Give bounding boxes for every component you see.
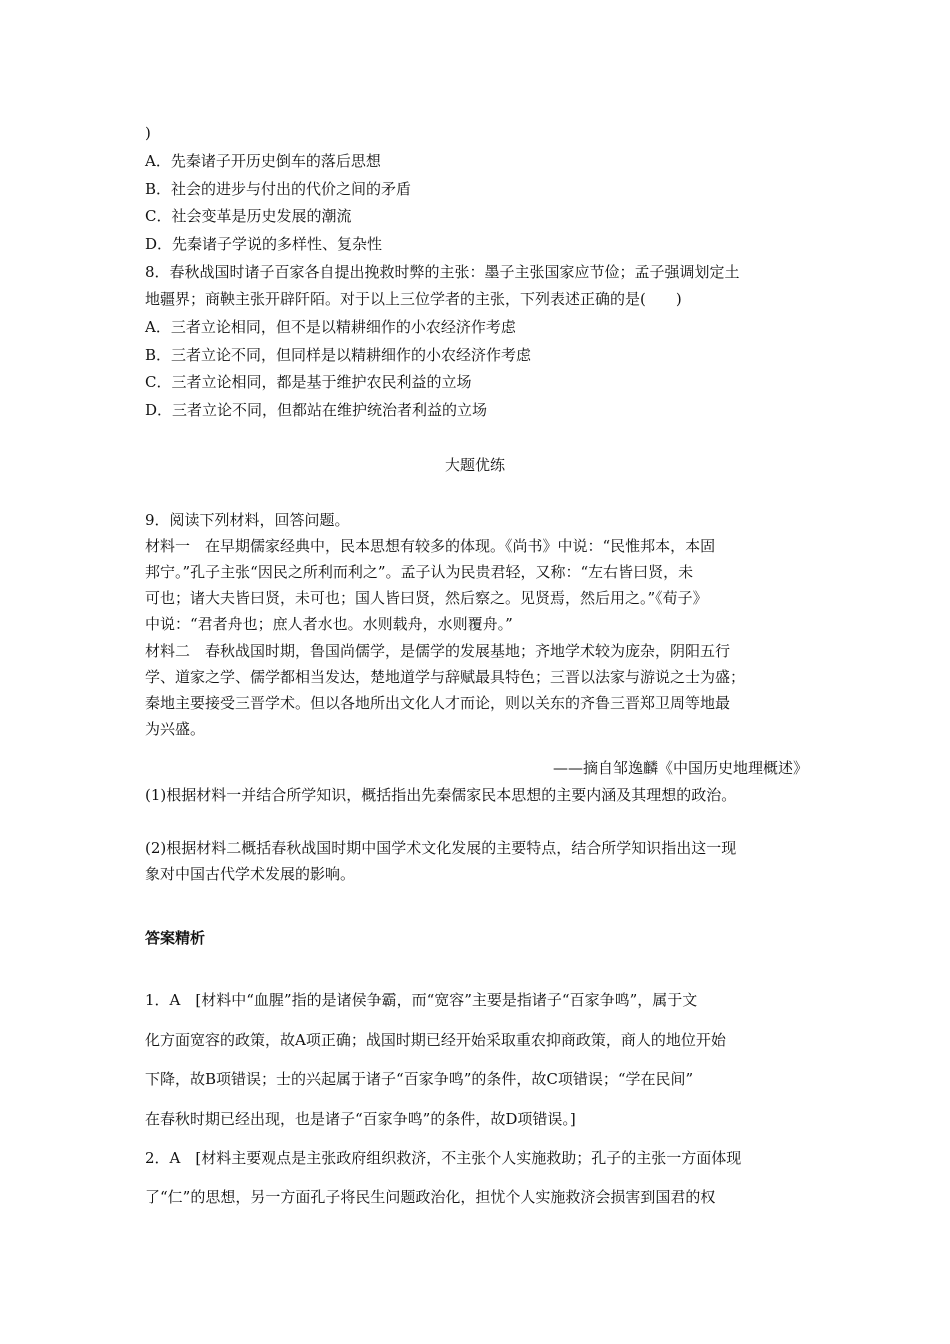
material-1-line-4: 中说：“君者舟也；庶人者水也。水则载舟，水则覆舟。” [145,615,513,633]
material-2-line-4: 为兴盛。 [145,720,206,738]
question-8-option-a: A．三者立论相同，但不是以精耕细作的小农经济作考虑 [145,318,516,336]
answer-2-line-1: 2．A [材料主要观点是主张政府组织救济，不主张个人实施救助；孔子的主张一方面体现 [145,1149,742,1167]
question-8-stem-line-2: 地疆界；商鞅主张开辟阡陌。对于以上三位学者的主张，下列表述正确的是( ) [145,290,682,308]
answer-1-line-4: 在春秋时期已经出现，也是诸子“百家争鸣”的条件，故D项错误。] [145,1110,576,1128]
question-8-option-c: C．三者立论相同，都是基于维护农民利益的立场 [145,373,472,391]
question-7-option-c: C．社会变革是历史发展的潮流 [145,207,352,225]
section-title: 大题优练 [444,456,505,474]
sub-question-1: (1)根据材料一并结合所学知识，概括指出先秦儒家民本思想的主要内涵及其理想的政治。 [145,786,737,804]
material-2-line-3: 秦地主要接受三晋学术。但以各地所出文化人才而论，则以关东的齐鲁三晋郑卫周等地最 [145,694,731,712]
question-8-option-b: B．三者立论不同，但同样是以精耕细作的小农经济作考虑 [145,346,532,364]
material-source: ——摘自邹逸麟《中国历史地理概述》 [552,759,808,777]
question-7-option-b: B．社会的进步与付出的代价之间的矛盾 [145,180,412,198]
answer-2-line-2: 了“仁”的思想，另一方面孔子将民生问题政治化，担忧个人实施救济会损害到国君的权 [145,1188,716,1206]
question-8-stem-line-1: 8．春秋战国时诸子百家各自提出挽救时弊的主张：墨子主张国家应节俭；孟子强调划定土 [145,263,740,281]
question-7-option-d: D．先秦诸子学说的多样性、复杂性 [145,235,383,253]
material-2-line-1: 材料二 春秋战国时期，鲁国尚儒学，是儒学的发展基地；齐地学术较为庞杂，阴阳五行 [145,642,731,660]
answer-1-line-1: 1．A [材料中“血腥”指的是诸侯争霸，而“宽容”主要是指诸子“百家争鸣”，属于文 [145,991,698,1009]
question-8-option-d: D．三者立论不同，但都站在维护统治者利益的立场 [145,401,488,419]
answers-title: 答案精析 [145,929,206,947]
material-1-line-1: 材料一 在早期儒家经典中，民本思想有较多的体现。《尚书》中说：“民惟邦本，本固 [145,537,716,555]
sub-question-2-line-2: 象对中国古代学术发展的影响。 [145,865,356,883]
answer-1-line-2: 化方面宽容的政策，故A项正确；战国时期已经开始采取重农抑商政策，商人的地位开始 [145,1031,726,1049]
material-1-line-3: 可也；诸大夫皆曰贤，未可也；国人皆曰贤，然后察之。见贤焉，然后用之。”《荀子》 [145,589,708,607]
question-7-stem-tail: ) [145,124,151,142]
sub-question-2-line-1: (2)根据材料二概括春秋战国时期中国学术文化发展的主要特点，结合所学知识指出这一现 [145,839,737,857]
material-2-line-2: 学、道家之学、儒学都相当发达，楚地道学与辞赋最具特色；三晋以法家与游说之士为盛； [145,668,746,686]
question-9-intro: 9．阅读下列材料，回答问题。 [145,511,350,529]
question-7-option-a: A．先秦诸子开历史倒车的落后思想 [145,152,381,170]
answer-1-line-3: 下降，故B项错误；士的兴起属于诸子“百家争鸣”的条件，故C项错误；“学在民间” [145,1070,694,1088]
material-1-line-2: 邦宁。”孔子主张“因民之所利而利之”。孟子认为民贵君轻，又称：“左右皆曰贤，未 [145,563,694,581]
